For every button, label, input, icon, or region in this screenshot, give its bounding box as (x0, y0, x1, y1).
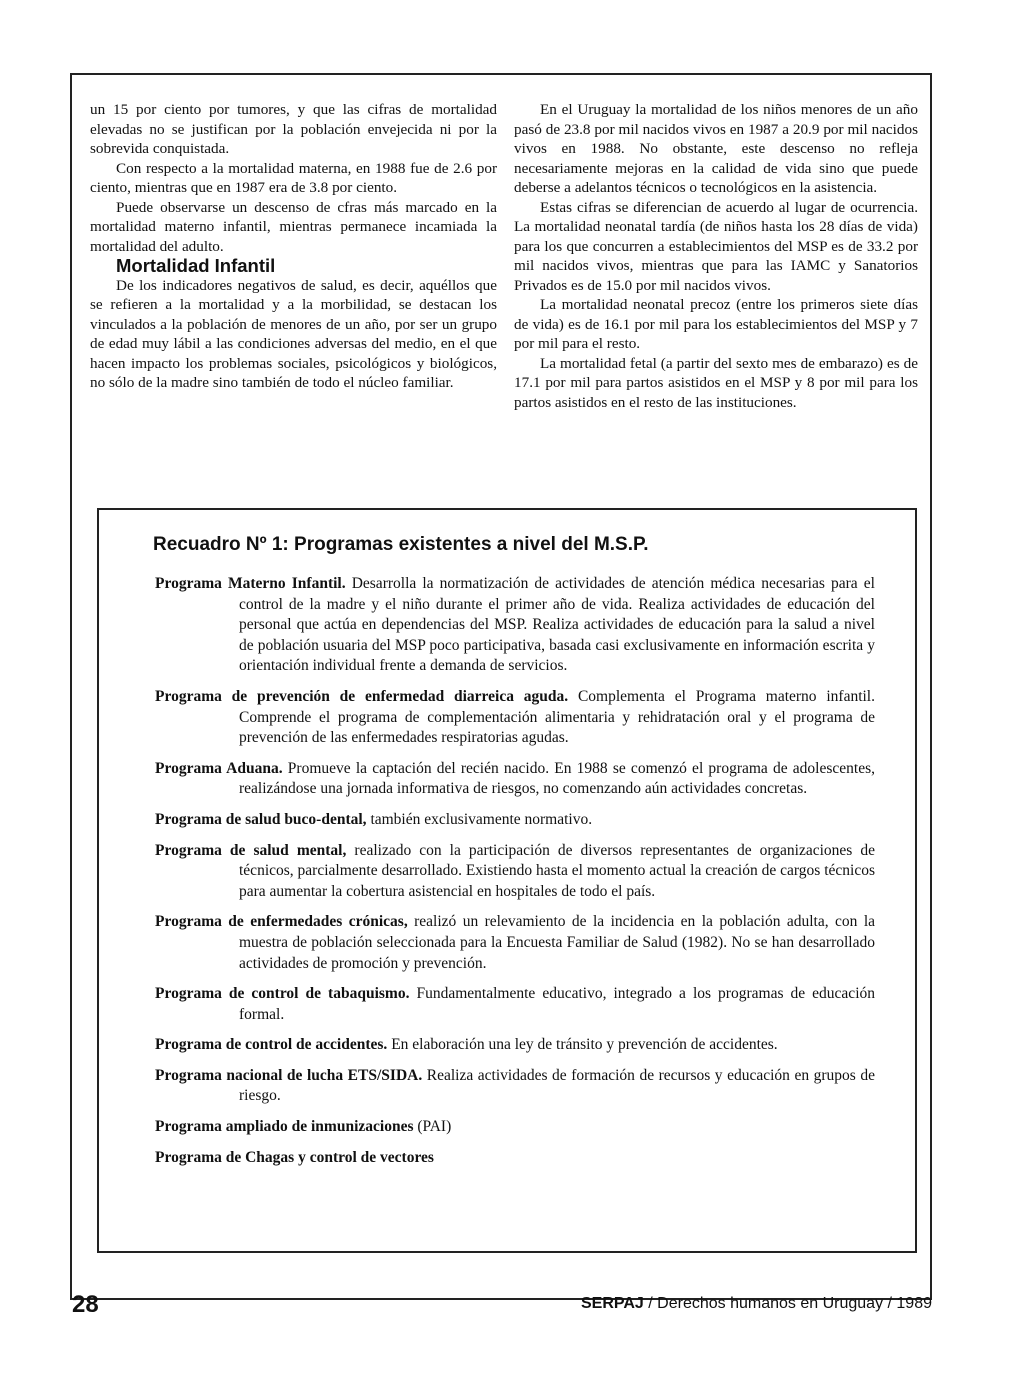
program-name: Programa de salud mental, (155, 841, 347, 859)
program-name: Programa de prevención de enfermedad diarreica aguda. (155, 687, 569, 705)
program-name: Programa de enfermedades crónicas, (155, 913, 408, 931)
page-footer (72, 1291, 932, 1321)
programs-box (97, 508, 917, 1253)
publisher-name: SERPAJ (580, 1295, 644, 1312)
program-name: Programa de control de tabaquismo. (155, 985, 410, 1003)
program-description: Desarrolla la normatización de actividades de atención médica necesarias para el control de la madre y el niño durante el primer año de vida. Realiza actividades de educación del personal que actúa en dependencias del MSP. Realiza actividades de educación para la salud a nivel de población usuaria del MSP poco participativa, basada casi exclusivamente en información escrita y orientación individual frente a demanda de servicios. (239, 575, 875, 675)
program-description: Complementa el Programa materno infantil. Comprende el programa de complementación alimentaria y rehidratación oral y el programa de prevención de las enfermedades respiratorias agudas. (239, 687, 875, 747)
left-paragraph-4: De los indicadores negativos de salud, es decir, aquéllos que se refieren a la mortalidad y a la morbilidad, se destacan los vinculados a la población de menores de un año, por ser un grupo de edad muy lábil a las condiciones adversas del medio, en el que hacen impacto los problemas sociales, psicológicos y biológicos, no sólo de la madre sino también de todo el núcleo familiar. (90, 276, 497, 391)
program-item (155, 841, 875, 903)
program-item (155, 1035, 875, 1056)
program-name: Programa de control de accidentes. (155, 1036, 388, 1054)
program-item (155, 984, 875, 1025)
program-name: Programa Materno Infantil. (155, 575, 346, 592)
program-item (155, 759, 875, 800)
right-paragraph-1: En el Uruguay la mortalidad de los niños menores de un año pasó de 23.8 por mil nacidos vivos en 1987 a 20.9 por mil nacidos vivos en 1988. No obstante, este descenso no refleja necesariamente mejoras en la calidad de vida sino que puede deberse a adelantos técnicos o tecnológicos en la asistencia. (514, 101, 918, 196)
program-name: Programa de salud buco-dental, (155, 810, 367, 828)
box-title: Recuadro Nº 1: Programas existentes a nivel del M.S.P. (153, 534, 649, 555)
program-name: Programa Aduana. (155, 759, 283, 777)
program-item (155, 687, 875, 749)
program-description: también exclusivamente normativo. (366, 810, 593, 828)
program-name: Programa ampliado de inmunizaciones (155, 1118, 414, 1136)
program-description: realizado con la participación de diversos representantes de organizaciones de técnicos, parcialmente desarrollado. Existiendo hasta el momento actual la creación de cargos técnicos para aumentar la cobertura asistencial en hospitales de todo el país. (239, 841, 876, 900)
program-name: Programa nacional de lucha ETS/SIDA. (155, 1066, 423, 1084)
left-paragraph-1: un 15 por ciento por tumores, y que las cifras de mortalidad elevadas no se justifican por la población envejecida ni por la sobrevida conquistada. (90, 101, 497, 157)
program-item (155, 1066, 875, 1107)
program-item (155, 912, 875, 974)
program-description: En elaboración una ley de tránsito y prevención de accidentes. (387, 1036, 778, 1054)
publication-credit (581, 1295, 932, 1313)
program-item (155, 574, 875, 677)
program-item (155, 1148, 875, 1169)
program-item (155, 1117, 875, 1138)
publication-title: / Derechos humanos en Uruguay / 1989 (643, 1295, 932, 1312)
left-column (90, 100, 497, 393)
program-description: realizó un relevamiento de la incidencia en la población adulta, con la muestra de población seleccionada para la Encuesta Familiar de Salud (1982). No se han desarrollado actividades de promoción y prevención. (239, 913, 876, 972)
right-column (514, 100, 918, 412)
program-description: Promueve la captación del recién nacido. En 1988 se comenzó el programa de adolescentes, realizándose una jornada informativa de riesgos, no comenzando aún actividades concretas. (239, 759, 875, 798)
left-paragraph-3: Puede observarse un descenso de cfras más marcado en la mortalidad materno infantil, mientras permanece incamiada la mortalidad del adulto. (90, 198, 497, 255)
program-item (155, 810, 875, 831)
program-name: Programa de Chagas y control de vectores (155, 1148, 434, 1166)
page-number: 28 (72, 1291, 99, 1318)
section-heading: Mortalidad Infantil (116, 255, 276, 276)
program-list (155, 574, 875, 1178)
program-description: Fundamentalmente educativo, integrado a los programas de educación formal. (239, 985, 875, 1023)
program-description: Realiza actividades de formación de recursos y educación en grupos de riesgo. (239, 1066, 875, 1105)
left-paragraph-2: Con respecto a la mortalidad materna, en 1988 fue de 2.6 por ciento, mientras que en 1987 era de 3.8 por ciento. (90, 159, 497, 196)
right-paragraph-3: La mortalidad neonatal precoz (entre los primeros siete días de vida) es de 16.1 por mil para los establecimientos del MSP y 7 por mil para el resto. (514, 296, 918, 352)
right-paragraph-4: La mortalidad fetal (a partir del sexto mes de embarazo) es de 17.1 por mil para partos asistidos en el MSP y 8 por mil para los partos asistidos en el resto de las instituciones. (514, 354, 918, 411)
program-description: (PAI) (413, 1118, 452, 1136)
right-paragraph-2: Estas cifras se diferencian de acuerdo al lugar de ocurrencia. La mortalidad neonatal tardía (de niños hasta los 28 días de vida) para los que concurren a establecimientos del MSP es de 33.2 por mil nacidos vivos, mientras que para las IAMC y Sanatorios Privados es de 15.0 por mil nacidos vivos. (514, 198, 918, 294)
